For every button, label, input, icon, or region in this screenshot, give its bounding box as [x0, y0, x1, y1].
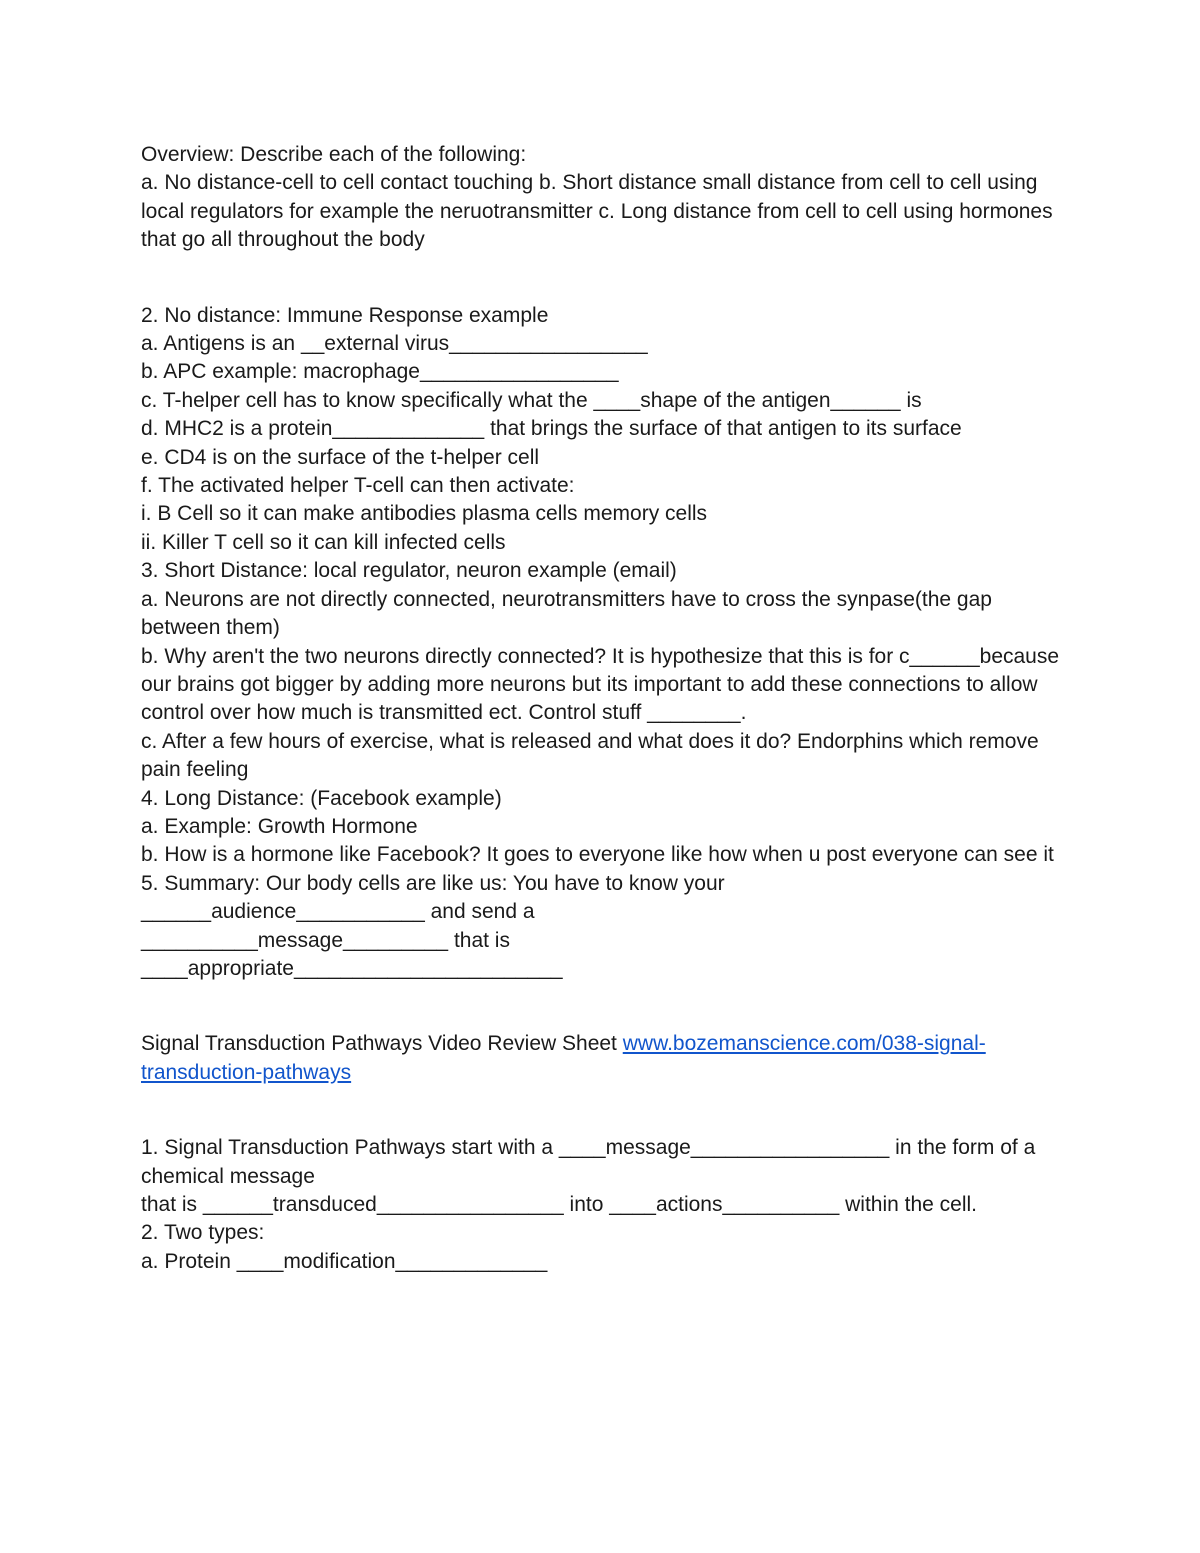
list-item: 2. Two types: — [141, 1221, 265, 1245]
list-item: that is ______transduced________________ into ____actions__________ within the cell. — [141, 1193, 978, 1216]
review-sheet-section — [141, 1030, 1061, 1087]
list-item: 1. Signal Transduction Pathways start with a ____message_________________ in the form of a chemical message — [141, 1136, 1036, 1188]
list-item: a. Neurons are not directly connected, neurotransmitters have to cross the synpase(the gap between them) — [141, 587, 992, 640]
section-heading: 3. Short Distance: local regulator, neuron example (email) — [141, 559, 677, 583]
review-items-section — [141, 1134, 1061, 1276]
list-item: f. The activated helper T-cell can then activate: — [141, 474, 575, 498]
summary-line: ____appropriate_______________________ — [141, 956, 563, 980]
overview-section — [141, 141, 1061, 255]
list-item: a. Example: Growth Hormone — [141, 814, 418, 838]
list-item: d. MHC2 is a protein_____________ that brings the surface of that antigen to its surface — [141, 417, 962, 441]
spacer — [141, 255, 1061, 302]
overview-body: a. No distance-cell to cell contact touching b. Short distance small distance from cell to cell using local regulators for example the neruotransmitter c. Long distance from cell to cell using hormones that go all throughout the body — [141, 171, 1053, 252]
list-item: a. Protein ____modification_____________ — [141, 1249, 548, 1273]
summary-line: 5. Summary: Our body cells are like us: You have to know your — [141, 871, 725, 895]
section-heading: 4. Long Distance: (Facebook example) — [141, 786, 502, 810]
spacer — [141, 983, 1061, 1030]
long-distance-section — [141, 785, 1061, 870]
summary-section — [141, 870, 1061, 984]
immune-response-section — [141, 302, 1061, 558]
list-item: e. CD4 is on the surface of the t-helper cell — [141, 445, 540, 469]
document-page — [141, 141, 1061, 1276]
review-title-text: Signal Transduction Pathways Video Review Sheet — [141, 1032, 623, 1056]
short-distance-section — [141, 557, 1061, 784]
list-item: b. Why aren't the two neurons directly connected? It is hypothesize that this is for c______because our brains got bigger by adding more neurons but its important to add these connections to allow control over how much is transmitted ect. Control stuff ________. — [141, 644, 1060, 725]
summary-line: ______audience___________ and send a — [141, 900, 535, 924]
overview-heading: Overview: Describe each of the following: — [141, 143, 527, 166]
summary-line: __________message_________ that is — [141, 928, 510, 952]
list-item: c. T-helper cell has to know specifically what the ____shape of the antigen______ is — [141, 388, 922, 412]
list-item: ii. Killer T cell so it can kill infected cells — [141, 530, 506, 554]
bozemanscience-link[interactable]: www.bozemanscience.com/038-signal-transduction-pathways — [141, 1032, 986, 1084]
list-item: b. APC example: macrophage_________________ — [141, 360, 619, 384]
section-heading: 2. No distance: Immune Response example — [141, 303, 549, 327]
list-item: b. How is a hormone like Facebook? It goes to everyone like how when u post everyone can see it — [141, 843, 1054, 867]
list-item: c. After a few hours of exercise, what is released and what does it do? Endorphins which remove pain feeling — [141, 729, 1039, 782]
spacer — [141, 1087, 1061, 1134]
list-item: i. B Cell so it can make antibodies plasma cells memory cells — [141, 502, 708, 526]
review-title — [141, 1030, 1061, 1087]
list-item: a. Antigens is an __external virus_________________ — [141, 332, 648, 356]
